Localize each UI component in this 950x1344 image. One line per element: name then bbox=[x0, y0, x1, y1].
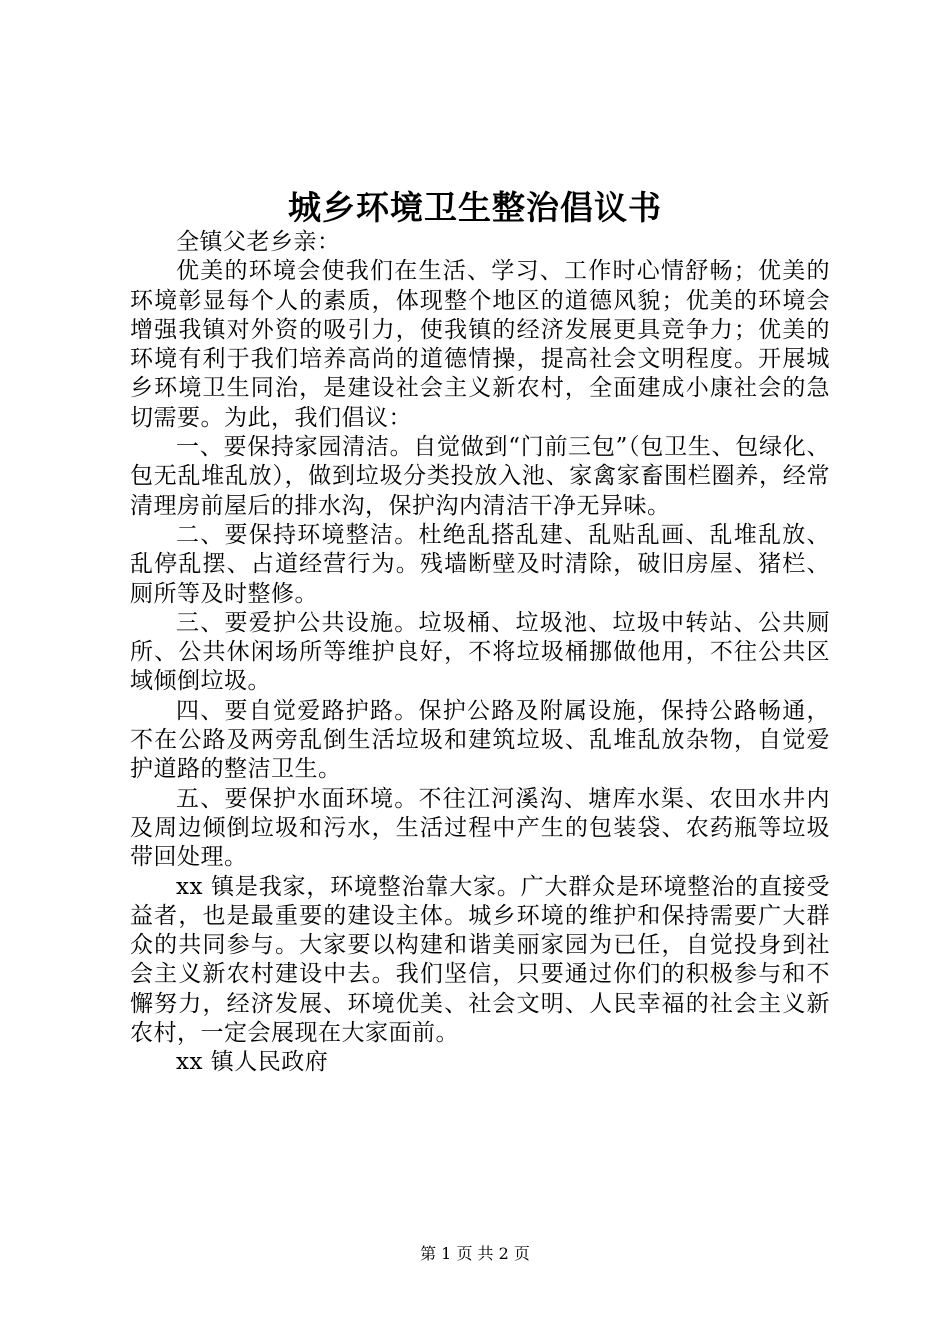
document-title: 城乡环境卫生整治倡议书 bbox=[288, 188, 662, 227]
salutation: 全镇父老乡亲： bbox=[176, 229, 341, 255]
paragraph-item-4: 四、要自觉爱路护路。保护公路及附属设施，保持公路畅通，不在公路及两旁乱倒生活垃圾和建筑垃圾、乱堆乱放杂物，自觉爱护道路的整洁卫生。 bbox=[130, 697, 830, 783]
signature: xx 镇人民政府 bbox=[176, 1049, 329, 1076]
paragraph-item-5: 五、要保护水面环境。不往江河溪沟、塘库水渠、农田水井内及周边倾倒垃圾和污水，生活过程中产生的包装袋、农药瓶等垃圾带回处理。 bbox=[130, 785, 830, 871]
document-body bbox=[130, 228, 830, 1078]
page-number: 第 1 页 共 2 页 bbox=[420, 1244, 530, 1263]
paragraph-item-3: 三、要爱护公共设施。垃圾桶、垃圾池、垃圾中转站、公共厕所、公共休闲场所等维护良好，不将垃圾桶挪做他用，不往公共区域倾倒垃圾。 bbox=[130, 609, 830, 695]
paragraph-item-2: 二、要保持环境整洁。杜绝乱搭乱建、乱贴乱画、乱堆乱放、乱停乱摆、占道经营行为。残墙断壁及时清除，破旧房屋、猪栏、厕所等及时整修。 bbox=[130, 521, 830, 607]
paragraph-intro: 优美的环境会使我们在生活、学习、工作时心情舒畅；优美的环境彰显每个人的素质，体现整个地区的道德风貌；优美的环境会增强我镇对外资的吸引力，使我镇的经济发展更具竞争力；优美的环境有利于我们培养高尚的道德情操，提高社会文明程度。开展城乡环境卫生同治，是建设社会主义新农村，全面建成小康社会的急切需要。为此，我们倡议： bbox=[130, 258, 830, 431]
paragraph-closing: xx 镇是我家，环境整治靠大家。广大群众是环境整治的直接受益者，也是最重要的建设主体。城乡环境的维护和保持需要广大群众的共同参与。大家要以构建和谐美丽家园为已任，自觉投身到社会主义新农村建设中去。我们坚信，只要通过你们的积极参与和不懈努力，经济发展、环境优美、社会文明、人民幸福的社会主义新农村，一定会展现在大家面前。 bbox=[130, 873, 830, 1047]
paragraph-item-1: 一、要保持家园清洁。自觉做到“门前三包”（包卫生、包绿化、包无乱堆乱放），做到垃圾分类投放入池、家禽家畜围栏圈养，经常清理房前屋后的排水沟，保护沟内清洁干净无异味。 bbox=[130, 434, 830, 519]
